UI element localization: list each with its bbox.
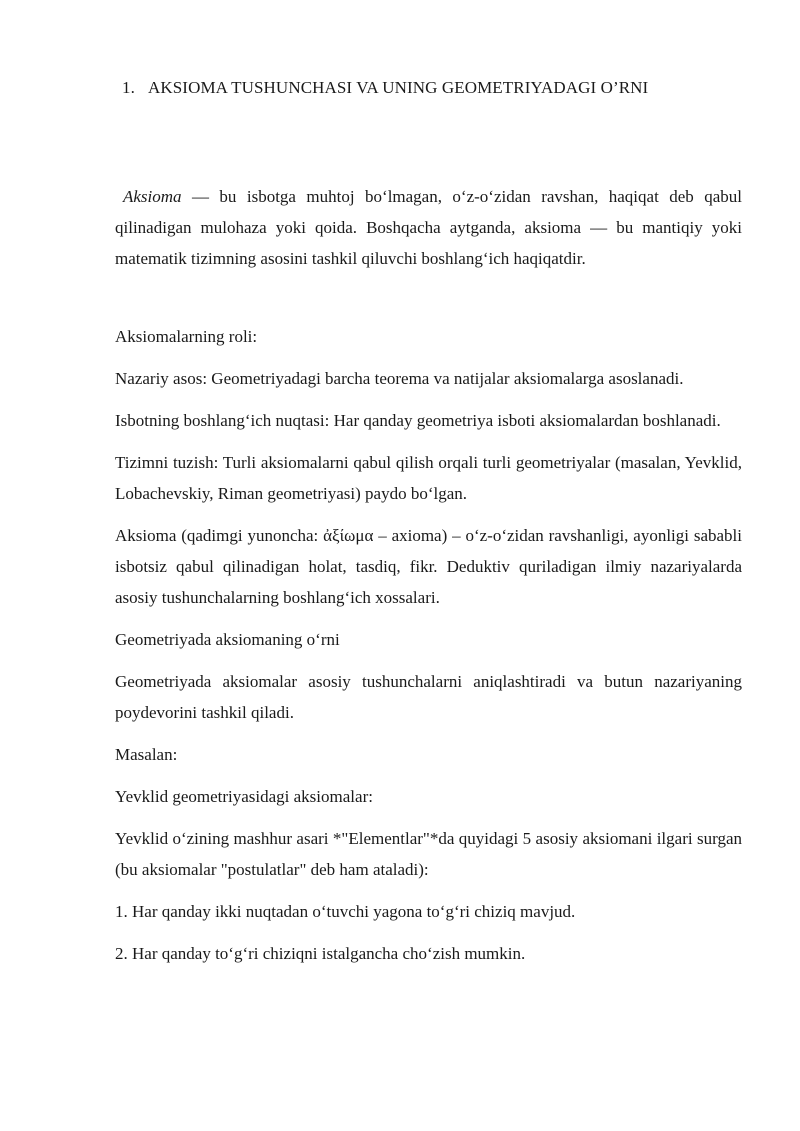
intro-paragraph: [115, 181, 742, 274]
paragraph-euclid-heading: Yevklid geometriyasidagi aksiomalar:: [115, 787, 373, 806]
paragraph-axiom-definition: Aksioma (qadimgi yunoncha: ἀξίωμα – axioma) – oʻz-oʻzidan ravshanligi, ayonligi sababli isbotsiz qabul qilinadigan holat, tasdiq, fikr. Deduktiv quriladigan ilmiy nazariyalarda asosiy tushunchalarning boshlangʻich xossalari.: [115, 526, 742, 607]
intro-text: — bu isbotga muhtoj boʻlmagan, oʻz-oʻzidan ravshan, haqiqat deb qabul qilinadigan mulohaza yoki qoida. Boshqacha aytganda, aksioma — bu mantiqiy yoki matematik tizimning asosini tashkil qiluvchi boshlangʻich haqiqatdir.: [115, 187, 742, 268]
paragraph-system-building: Tizimni tuzish: Turli aksiomalarni qabul qilish orqali turli geometriyalar (masalan, Yevklid, Lobachevskiy, Riman geometriyasi) paydo boʻlgan.: [115, 453, 742, 503]
paragraph-roles-heading: Aksiomalarning roli:: [115, 327, 258, 346]
document-body: [115, 181, 742, 969]
section-heading: [122, 76, 762, 100]
paragraph-geometry-role-heading: Geometriyada aksiomaning oʻrni: [115, 630, 340, 649]
paragraph-theoretical-basis: Nazariy asos: Geometriyadagi barcha teorema va natijalar aksiomalarga asoslanadi.: [115, 369, 684, 388]
section-number: 1.: [122, 78, 135, 97]
paragraph-euclid-elements: Yevklid oʻzining mashhur asari *"Elementlar"*da quyidagi 5 asosiy aksiomani ilgari surgan (bu aksiomalar "postulatlar" deb ham ataladi):: [115, 829, 742, 879]
paragraph-example-label: Masalan:: [115, 745, 178, 764]
paragraph-proof-start: Isbotning boshlangʻich nuqtasi: Har qanday geometriya isboti aksiomalardan boshlanadi.: [115, 411, 721, 430]
list-item-axiom-1: 1. Har qanday ikki nuqtadan oʻtuvchi yagona toʻgʻri chiziq mavjud.: [115, 902, 576, 921]
intro-term: Aksioma: [123, 187, 182, 206]
section-title: AKSIOMA TUSHUNCHASI VA UNING GEOMETRIYADAGI O’RNI: [148, 78, 649, 97]
list-item-axiom-2: 2. Har qanday toʻgʻri chiziqni istalgancha choʻzish mumkin.: [115, 944, 526, 963]
paragraph-geometry-role: Geometriyada aksiomalar asosiy tushunchalarni aniqlashtiradi va butun nazariyaning poydevorini tashkil qiladi.: [115, 672, 742, 722]
